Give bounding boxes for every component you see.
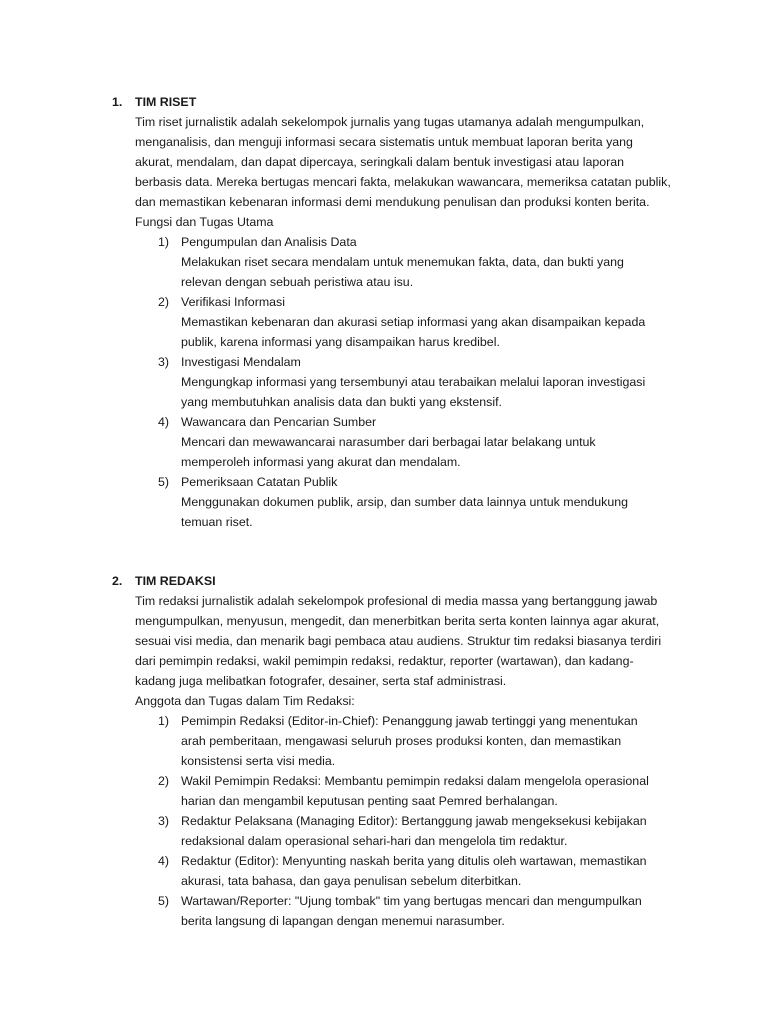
item-number: 5) [158, 475, 170, 489]
list-item [112, 851, 661, 891]
item-number: 2) [158, 295, 170, 309]
item-text: Redaktur Pelaksana (Managing Editor): Bertanggung jawab mengeksekusi kebijakan redaksional dalam operasional sehari-hari dan mengelola tim redaktur. [181, 814, 647, 848]
item-description: Menggunakan dokumen publik, arsip, dan sumber data lainnya untuk mendukung temuan riset. [181, 495, 629, 529]
item-description: Mengungkap informasi yang tersembunyi atau terabaikan melalui laporan investigasi yang membutuhkan analisis data dan bukti yang ekstensif. [181, 375, 646, 409]
item-title: Verifikasi Informasi [181, 295, 285, 309]
section-subheading: Fungsi dan Tugas Utama [135, 215, 274, 229]
item-number: 5) [158, 894, 170, 908]
list-item [112, 711, 661, 771]
section-title: TIM REDAKSI [135, 574, 216, 588]
item-text: Wakil Pemimpin Redaksi: Membantu pemimpin redaksi dalam mengelola operasional harian dan mengambil keputusan penting saat Pemred berhalangan. [181, 774, 649, 808]
item-number: 1) [158, 235, 170, 249]
item-number: 2) [158, 774, 170, 788]
section-title: TIM RISET [135, 95, 197, 109]
section-tim-redaksi [112, 571, 672, 931]
section-tim-riset [112, 92, 672, 532]
item-text: Redaktur (Editor): Menyunting naskah berita yang ditulis oleh wartawan, memastikan akurasi, tata bahasa, dan gaya penulisan sebelum diterbitkan. [181, 854, 647, 888]
list-item [112, 891, 661, 931]
list-item [112, 771, 661, 811]
item-title: Pengumpulan dan Analisis Data [181, 235, 357, 249]
item-number: 3) [158, 355, 170, 369]
section-number: 2. [112, 574, 123, 588]
item-number: 4) [158, 415, 170, 429]
section-intro: Tim redaksi jurnalistik adalah sekelompok profesional di media massa yang bertanggung jawab mengumpulkan, menyusun, mengedit, dan menerbitkan berita serta konten lainnya agar akurat, sesuai visi media, dan menarik bagi pembaca atau audiens. Struktur tim redaksi biasanya terdiri dari pemimpin redaksi, wakil pemimpin redaksi, redaktur, reporter (wartawan), dan kadang-kadang juga melibatkan fotografer, desainer, serta staf administrasi. [135, 594, 662, 688]
list-item [112, 412, 661, 472]
section-number: 1. [112, 95, 123, 109]
list-item [112, 232, 661, 292]
item-number: 1) [158, 714, 170, 728]
function-list [112, 232, 672, 532]
list-item [112, 472, 661, 532]
item-description: Memastikan kebenaran dan akurasi setiap informasi yang akan disampaikan kepada publik, karena informasi yang disampaikan harus kredibel. [181, 315, 646, 349]
list-item [112, 811, 661, 851]
section-intro: Tim riset jurnalistik adalah sekelompok jurnalis yang tugas utamanya adalah mengumpulkan, menganalisis, dan menguji informasi secara sistematis untuk membuat laporan berita yang akurat, mendalam, dan dapat dipercaya, seringkali dalam bentuk investigasi atau laporan berbasis data. Mereka bertugas mencari fakta, melakukan wawancara, memeriksa catatan publik, dan memastikan kebenaran informasi demi mendukung penulisan dan produksi konten berita. [135, 115, 671, 209]
item-number: 4) [158, 854, 170, 868]
list-item [112, 292, 661, 352]
item-title: Wawancara dan Pencarian Sumber [181, 415, 377, 429]
member-list [112, 711, 672, 931]
item-title: Investigasi Mendalam [181, 355, 301, 369]
section-heading [112, 571, 672, 591]
list-item [112, 352, 661, 412]
item-description: Melakukan riset secara mendalam untuk menemukan fakta, data, dan bukti yang relevan dengan sebuah peristiwa atau isu. [181, 255, 624, 289]
section-heading [112, 92, 672, 112]
item-text: Wartawan/Reporter: "Ujung tombak" tim yang bertugas mencari dan mengumpulkan berita langsung di lapangan dengan menemui narasumber. [181, 894, 642, 928]
item-number: 3) [158, 814, 170, 828]
item-title: Pemeriksaan Catatan Publik [181, 475, 338, 489]
item-text: Pemimpin Redaksi (Editor-in-Chief): Penanggung jawab tertinggi yang menentukan arah pemberitaan, mengawasi seluruh proses produksi konten, dan memastikan konsistensi serta visi media. [181, 714, 638, 768]
section-subheading: Anggota dan Tugas dalam Tim Redaksi: [135, 694, 355, 708]
item-description: Mencari dan mewawancarai narasumber dari berbagai latar belakang untuk memperoleh informasi yang akurat dan mendalam. [181, 435, 596, 469]
